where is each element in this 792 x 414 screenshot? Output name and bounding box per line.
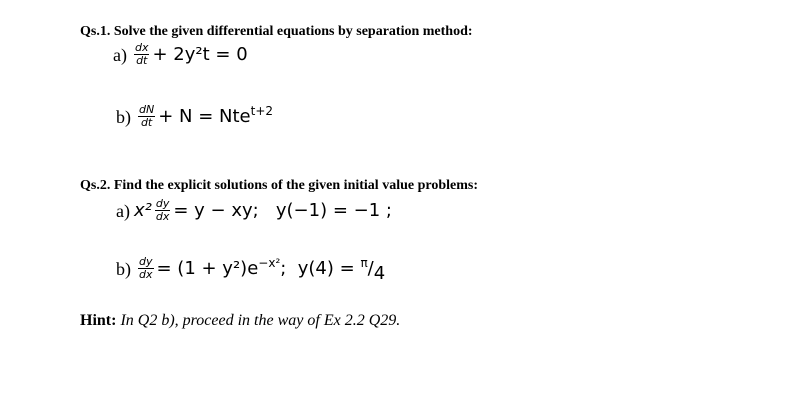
q2a-pre: x² <box>133 199 152 221</box>
q1a-label: a) <box>113 44 127 65</box>
q2b-label: b) <box>116 258 131 279</box>
q2b-numerator: dy <box>139 255 153 268</box>
hint-label: Hint: <box>80 312 117 329</box>
q1a-equation <box>113 42 248 67</box>
q1b-rest <box>158 103 274 127</box>
q2a-label: a) <box>116 200 130 221</box>
q1b-exponent: t+2 <box>250 103 274 118</box>
q2b-derivative <box>138 256 154 281</box>
q2b-pi: π <box>360 255 368 270</box>
q2b-equation <box>116 255 386 284</box>
hint-text: In Q2 b), proceed in the way of Ex 2.2 Q29. <box>120 312 401 329</box>
q1b-equation <box>116 104 273 129</box>
q1b-label: b) <box>116 106 131 127</box>
q2a-derivative <box>155 198 171 223</box>
q2-heading: Qs.2. Find the explicit solutions of the given initial value problems: <box>80 178 478 193</box>
q2a-denominator: dx <box>155 210 170 223</box>
q2b-rest <box>156 255 386 284</box>
q1a-rest: + 2y²t = 0 <box>152 43 248 65</box>
q1-heading: Qs.1. Solve the given differential equations by separation method: <box>80 24 473 39</box>
q1b-denominator: dt <box>140 116 153 129</box>
q1a-numerator: dx <box>134 41 149 54</box>
q1a-derivative <box>134 42 150 67</box>
q2b-slash: / <box>367 257 374 279</box>
q2a-numerator: dy <box>155 197 170 210</box>
q2b-four: 4 <box>373 262 386 284</box>
q2a-rest: = y − xy; y(−1) = −1 ; <box>173 199 392 221</box>
q2b-rest-text: = (1 + y²)e <box>156 257 259 279</box>
q2b-denominator: dx <box>139 268 153 281</box>
q2a-equation <box>116 198 392 223</box>
q2b-exponent: −x² <box>258 255 281 270</box>
q1b-rest-text: + N = Nte <box>158 105 251 127</box>
hint-line <box>80 312 400 330</box>
q1b-numerator: dN <box>139 103 155 116</box>
q1b-derivative <box>138 104 155 129</box>
q2b-condition: ; y(4) = <box>280 257 361 279</box>
q1a-denominator: dt <box>136 54 148 67</box>
